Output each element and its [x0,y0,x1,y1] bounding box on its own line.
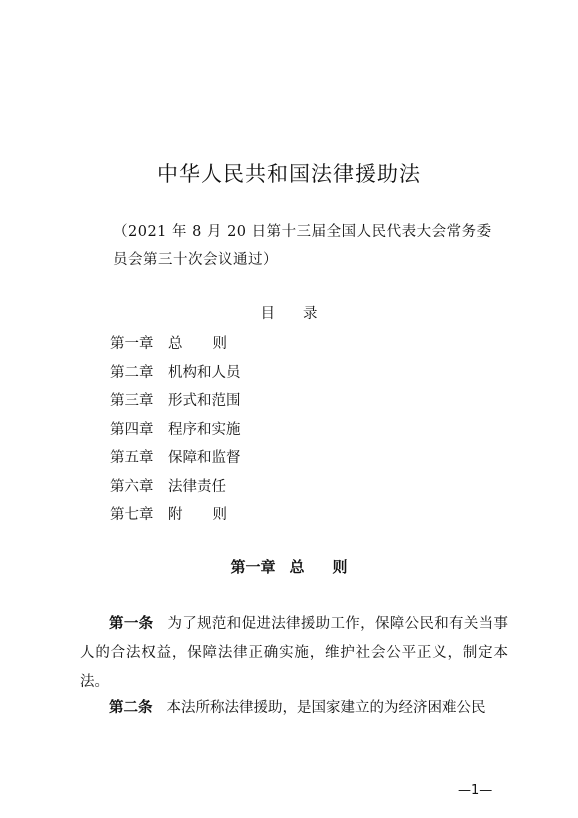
toc-item-number: 第五章 [110,450,154,466]
toc-item-number: 第四章 [110,421,154,438]
toc-item-number: 第七章 [110,507,154,523]
table-of-contents [110,330,257,530]
toc-item-number: 第三章 [110,393,154,409]
law-title: 中华人民共和国法律援助法 [157,162,421,186]
toc-item-chapter-1[interactable] [110,330,257,359]
toc-item-name: 附则 [168,507,257,523]
article-label: 第一条 [109,616,154,632]
toc-item-chapter-4[interactable] [110,416,257,445]
chapter-number: 第一章 [230,558,276,576]
toc-heading [0,302,578,323]
toc-item-chapter-6[interactable] [110,473,257,502]
adoption-note-line-2: 员会第三十次会议通过） [113,252,278,268]
toc-item-chapter-3[interactable] [110,387,257,416]
adoption-note [113,218,513,274]
article-text: 为了规范和促进法律援助工作，保障公民和有关当事人的合法权益，保障法律正确实施，维护社会公平正义，制定本法。 [80,616,509,690]
adoption-note-line-1: （2021 年 8 月 20 日第十三届全国人民代表大会常务委 [113,224,492,240]
article-1 [80,610,508,697]
article-label: 第二条 [109,700,153,716]
toc-heading-text: 目录 [260,306,346,322]
page-number: —1— [458,783,493,798]
toc-item-chapter-2[interactable] [110,359,257,388]
article-2 [80,694,508,723]
toc-item-name: 保障和监督 [168,450,241,466]
toc-item-chapter-7[interactable] [110,501,257,530]
toc-item-name: 形式和范围 [168,393,241,409]
toc-item-number: 第二章 [110,364,154,381]
toc-item-chapter-5[interactable] [110,444,257,473]
chapter-heading [0,556,578,577]
toc-item-name: 机构和人员 [168,364,241,381]
toc-item-number: 第六章 [110,478,154,495]
toc-item-name: 总则 [168,336,257,352]
toc-item-number: 第一章 [110,336,154,352]
article-text: 本法所称法律援助，是国家建立的为经济困难公民 [166,700,486,716]
chapter-name: 总则 [289,558,376,576]
toc-item-name: 程序和实施 [168,421,241,438]
toc-item-name: 法律责任 [168,478,226,495]
